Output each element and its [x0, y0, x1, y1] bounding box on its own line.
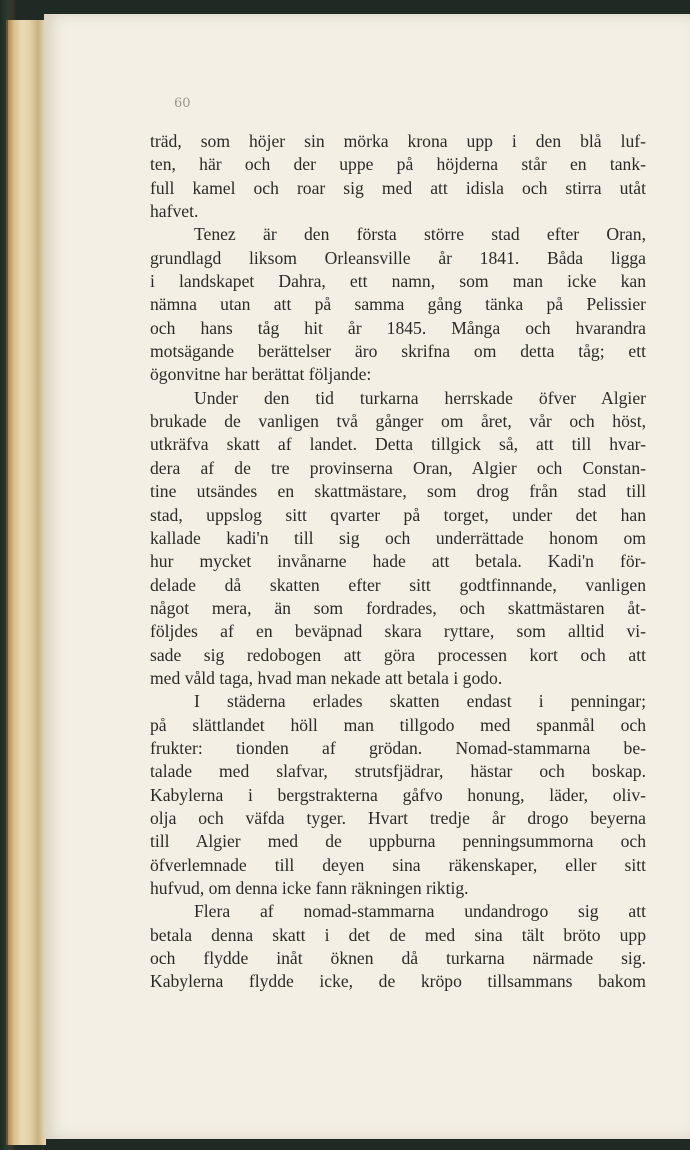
text-line: något mera, än som fordrades, och skattmästaren åt- — [150, 597, 646, 618]
text-line: utkräfva skatt af landet. Detta tillgick så, att till hvar- — [150, 434, 646, 455]
text-line: hufvud, om denna icke fann räkningen riktig. — [150, 878, 469, 898]
book-binding-edge — [6, 20, 46, 1145]
text-line: till Algier med de uppburna penningsummorna och — [150, 831, 646, 852]
text-line: Under den tid turkarna herrskade öfver Algier — [194, 387, 646, 408]
text-line: Kabylerna flydde icke, de kröpo tillsammans bakom — [150, 971, 646, 992]
text-line: sade sig redobogen att göra processen kort och att — [150, 644, 646, 665]
text-line: hafvet. — [150, 201, 199, 222]
text-line: delade då skatten efter sitt godtfinnande, vanligen — [150, 574, 646, 595]
text-line: dera af de tre provinserna Oran, Algier och Constan- — [150, 457, 646, 478]
text-line: träd, som höjer sin mörka krona upp i den blå luf- — [150, 131, 646, 151]
text-line: talade med slafvar, strutsfjädrar, hästar och boskap. — [150, 761, 646, 782]
text-line: hur mycket invånarne hade att betala. Kadi'n för- — [150, 551, 646, 572]
text-line: grundlagd liksom Orleansville år 1841. Båda ligga — [150, 247, 646, 268]
text-line: och hans tåg hit år 1845. Många och hvarandra — [150, 317, 646, 338]
text-line: full kamel och roar sig med att idisla och stirra utåt — [150, 177, 646, 198]
page-number: 60 — [174, 96, 191, 111]
text-line: öfverlemnade till deyen sina räkenskaper, eller sitt — [150, 854, 646, 875]
text-line: och flydde inåt öknen då turkarna närmade sig. — [150, 948, 646, 969]
text-line: I städerna erlades skatten endast i penningar; — [194, 691, 646, 712]
text-line: på slättlandet höll man tillgodo med spanmål och — [150, 714, 646, 735]
text-line: med våld taga, hvad man nekade att betala i godo. — [150, 667, 503, 688]
text-line: Flera af nomad-stammarna undandrogo sig att — [194, 901, 646, 922]
text-line: betala denna skatt i det de med sina tält bröto upp — [150, 924, 646, 945]
text-line: Tenez är den första större stad efter Oran, — [194, 224, 646, 245]
text-line: brukade de vanligen två gånger om året, vår och höst, — [150, 411, 646, 432]
book-page — [44, 14, 690, 1139]
text-line: i landskapet Dahra, ett namn, som man icke kan — [150, 271, 646, 292]
text-line: frukter: tionden af grödan. Nomad-stammarna be- — [150, 737, 646, 758]
text-line: Kabylerna i bergstrakterna gåfvo honung, läder, oliv- — [150, 784, 646, 805]
text-line: motsägande berättelser äro skrifna om detta tåg; ett — [150, 341, 646, 362]
text-line: kallade kadi'n till sig och underrättade honom om — [150, 527, 646, 548]
text-line: ten, här och der uppe på höjderna står en tank- — [150, 154, 646, 175]
text-line: ögonvitne har berättat följande: — [150, 364, 372, 385]
body-text — [150, 130, 646, 994]
text-line: tine utsändes en skattmästare, som drog från stad till — [150, 481, 646, 502]
text-line: nämna utan att på samma gång tänka på Pelissier — [150, 294, 646, 315]
text-line: stad, uppslog sitt qvarter på torget, under det han — [150, 504, 646, 525]
text-line: följdes af en beväpnad skara ryttare, som alltid vi- — [150, 621, 646, 642]
text-line: olja och väfda tyger. Hvart tredje år drogo beyerna — [150, 807, 646, 828]
